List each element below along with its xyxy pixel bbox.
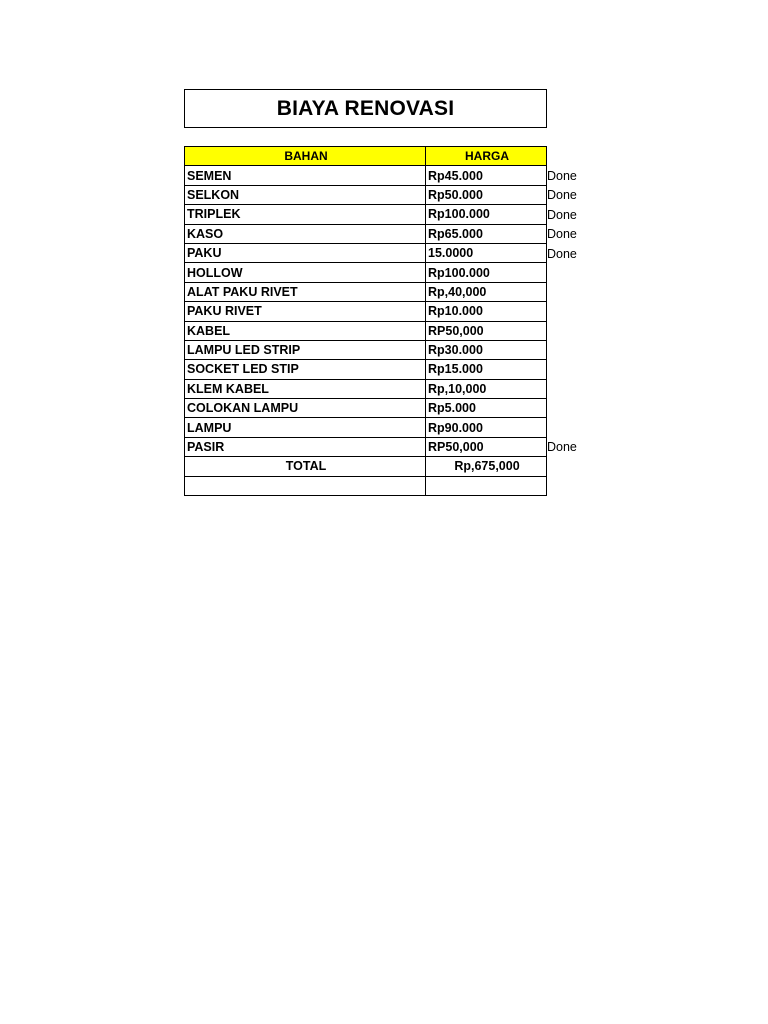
table-row	[185, 166, 547, 185]
cell-status[interactable]	[547, 263, 577, 282]
total-row	[185, 457, 547, 476]
cell-bahan[interactable]: KABEL	[185, 321, 426, 340]
cell-status[interactable]	[547, 379, 577, 398]
header-bahan[interactable]: BAHAN	[185, 147, 426, 166]
cell-status[interactable]: Done	[547, 169, 577, 183]
cell-bahan[interactable]: LAMPU	[185, 418, 426, 437]
cell-harga[interactable]: Rp65.000	[426, 224, 547, 243]
cell-status[interactable]: Done	[547, 227, 577, 242]
cell-bahan[interactable]: SOCKET LED STIP	[185, 360, 426, 379]
cell-status[interactable]: Done	[547, 207, 577, 222]
cell-harga[interactable]: Rp,40,000	[426, 282, 547, 301]
cell-bahan[interactable]: SEMEN	[185, 166, 426, 185]
cell-harga[interactable]: 15.0000	[426, 243, 547, 262]
cell-harga[interactable]: Rp100.000	[426, 263, 547, 282]
table-row	[185, 418, 547, 437]
cell-harga[interactable]: Rp90.000	[426, 418, 547, 437]
table-row	[185, 321, 547, 340]
cost-table	[184, 146, 547, 496]
cell-status[interactable]: Done	[547, 440, 577, 455]
table-row	[185, 282, 547, 301]
cell-bahan[interactable]: HOLLOW	[185, 263, 426, 282]
cell-bahan[interactable]: SELKON	[185, 185, 426, 204]
cell-harga[interactable]: RP50,000	[426, 321, 547, 340]
table-row	[185, 360, 547, 379]
table-row	[185, 399, 547, 418]
cell-bahan[interactable]: KASO	[185, 224, 426, 243]
cell-harga[interactable]: Rp15.000	[426, 360, 547, 379]
cell-harga[interactable]: Rp5.000	[426, 399, 547, 418]
cost-table-body	[185, 147, 547, 496]
cell-harga[interactable]: Rp50.000	[426, 185, 547, 204]
table-row	[185, 437, 547, 456]
cell-status[interactable]	[547, 399, 577, 418]
cell-bahan[interactable]: KLEM KABEL	[185, 379, 426, 398]
total-value[interactable]: Rp,675,000	[426, 457, 547, 476]
cell-harga[interactable]: Rp10.000	[426, 302, 547, 321]
cell-status[interactable]: Done	[547, 188, 577, 203]
cell-harga[interactable]: RP50,000	[426, 437, 547, 456]
table-row	[185, 224, 547, 243]
cell-harga[interactable]: Rp45.000	[426, 166, 547, 185]
table-row	[185, 185, 547, 204]
table-row	[185, 243, 547, 262]
table-row	[185, 302, 547, 321]
cell-status[interactable]	[547, 341, 577, 360]
cell-bahan[interactable]: PAKU	[185, 243, 426, 262]
empty-row	[185, 476, 547, 495]
cell-status[interactable]	[547, 282, 577, 301]
empty-cell[interactable]	[185, 476, 426, 495]
sheet-title: BIAYA RENOVASI	[184, 89, 547, 128]
table-row	[185, 379, 547, 398]
total-label[interactable]: TOTAL	[185, 457, 426, 476]
cell-harga[interactable]: Rp,10,000	[426, 379, 547, 398]
cell-bahan[interactable]: PAKU RIVET	[185, 302, 426, 321]
table-header-row	[185, 147, 547, 166]
empty-cell[interactable]	[426, 476, 547, 495]
cell-status[interactable]	[547, 302, 577, 321]
cell-status[interactable]: Done	[547, 246, 577, 261]
cell-status[interactable]	[547, 360, 577, 379]
cell-status[interactable]	[547, 321, 577, 340]
table-row	[185, 340, 547, 359]
cell-bahan[interactable]: TRIPLEK	[185, 205, 426, 224]
table-row	[185, 263, 547, 282]
header-harga[interactable]: HARGA	[426, 147, 547, 166]
status-column	[547, 166, 577, 457]
cell-bahan[interactable]: ALAT PAKU RIVET	[185, 282, 426, 301]
table-row	[185, 205, 547, 224]
cell-status[interactable]	[547, 418, 577, 437]
cell-harga[interactable]: Rp100.000	[426, 205, 547, 224]
cell-bahan[interactable]: PASIR	[185, 437, 426, 456]
cell-bahan[interactable]: COLOKAN LAMPU	[185, 399, 426, 418]
cell-bahan[interactable]: LAMPU LED STRIP	[185, 340, 426, 359]
cell-harga[interactable]: Rp30.000	[426, 340, 547, 359]
